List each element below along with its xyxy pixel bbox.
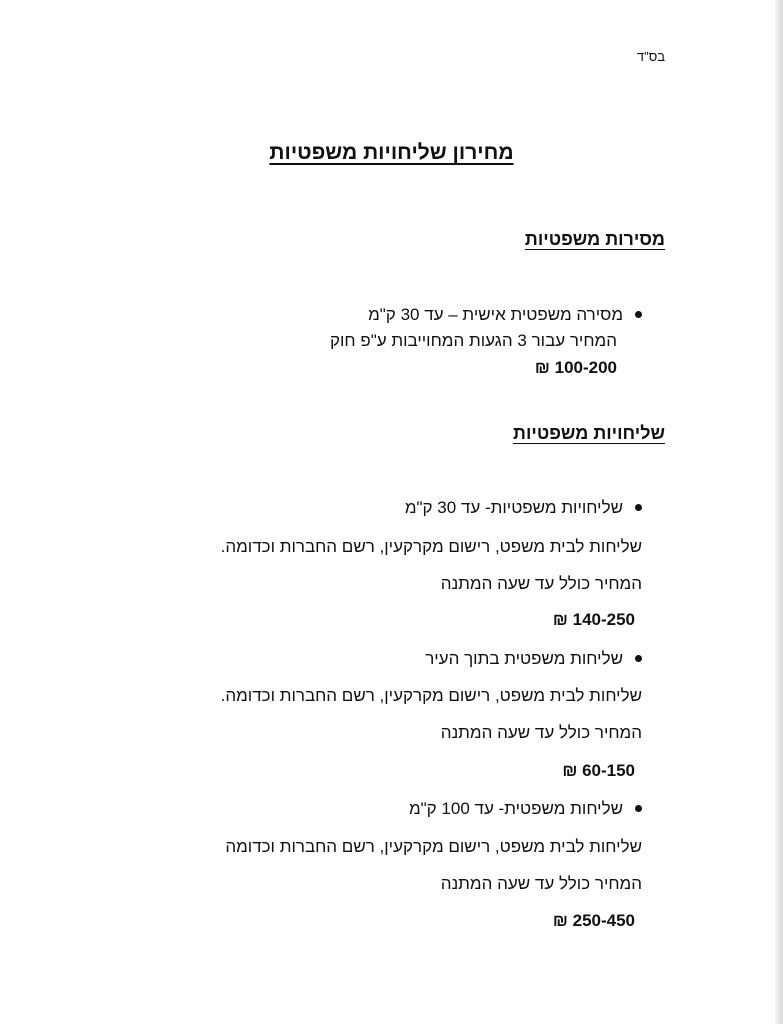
header-mark: בס"ד <box>636 49 665 64</box>
bullet-item <box>368 305 642 325</box>
page-edge-shadow <box>775 0 783 1024</box>
bullet-text: שליחות משפטית- עד 100 ק"מ <box>408 799 623 818</box>
section-heading-couriers: שליחויות משפטיות <box>513 423 665 443</box>
bullet-text: שליחות משפטית בתוך העיר <box>425 649 623 668</box>
bullet-icon <box>635 655 642 662</box>
item-price: 250-450 ₪ <box>552 911 635 930</box>
item-description: שליחות לבית משפט, רישום מקרקעין, רשם החברות וכדומה <box>225 837 642 856</box>
bullet-icon <box>635 504 642 511</box>
item-description: שליחות לבית משפט, רישום מקרקעין, רשם החברות וכדומה. <box>220 537 642 556</box>
item-description: המחיר כולל עד שעה המתנה <box>440 874 642 893</box>
bullet-icon <box>635 805 642 812</box>
bullet-text: מסירה משפטית אישית – עד 30 ק"מ <box>368 305 623 324</box>
bullet-item <box>425 649 642 669</box>
item-price: 140-250 ₪ <box>552 610 635 629</box>
item-description: המחיר כולל עד שעה המתנה <box>440 574 642 593</box>
item-description: המחיר עבור 3 הגעות המחוייבות ע"פ חוק <box>329 331 617 350</box>
bullet-item <box>405 498 642 518</box>
bullet-text: שליחויות משפטיות- עד 30 ק"מ <box>404 498 623 517</box>
item-description: שליחות לבית משפט, רישום מקרקעין, רשם החברות וכדומה. <box>220 686 642 705</box>
bullet-icon <box>635 311 642 318</box>
item-price: 100-200 ₪ <box>534 358 617 377</box>
item-description: המחיר כולל עד שעה המתנה <box>440 723 642 742</box>
section-heading-deliveries: מסירות משפטיות <box>524 229 665 249</box>
bullet-item <box>409 799 642 819</box>
item-price: 60-150 ₪ <box>562 761 635 780</box>
document-title: מחירון שליחויות משפטיות <box>269 141 514 164</box>
